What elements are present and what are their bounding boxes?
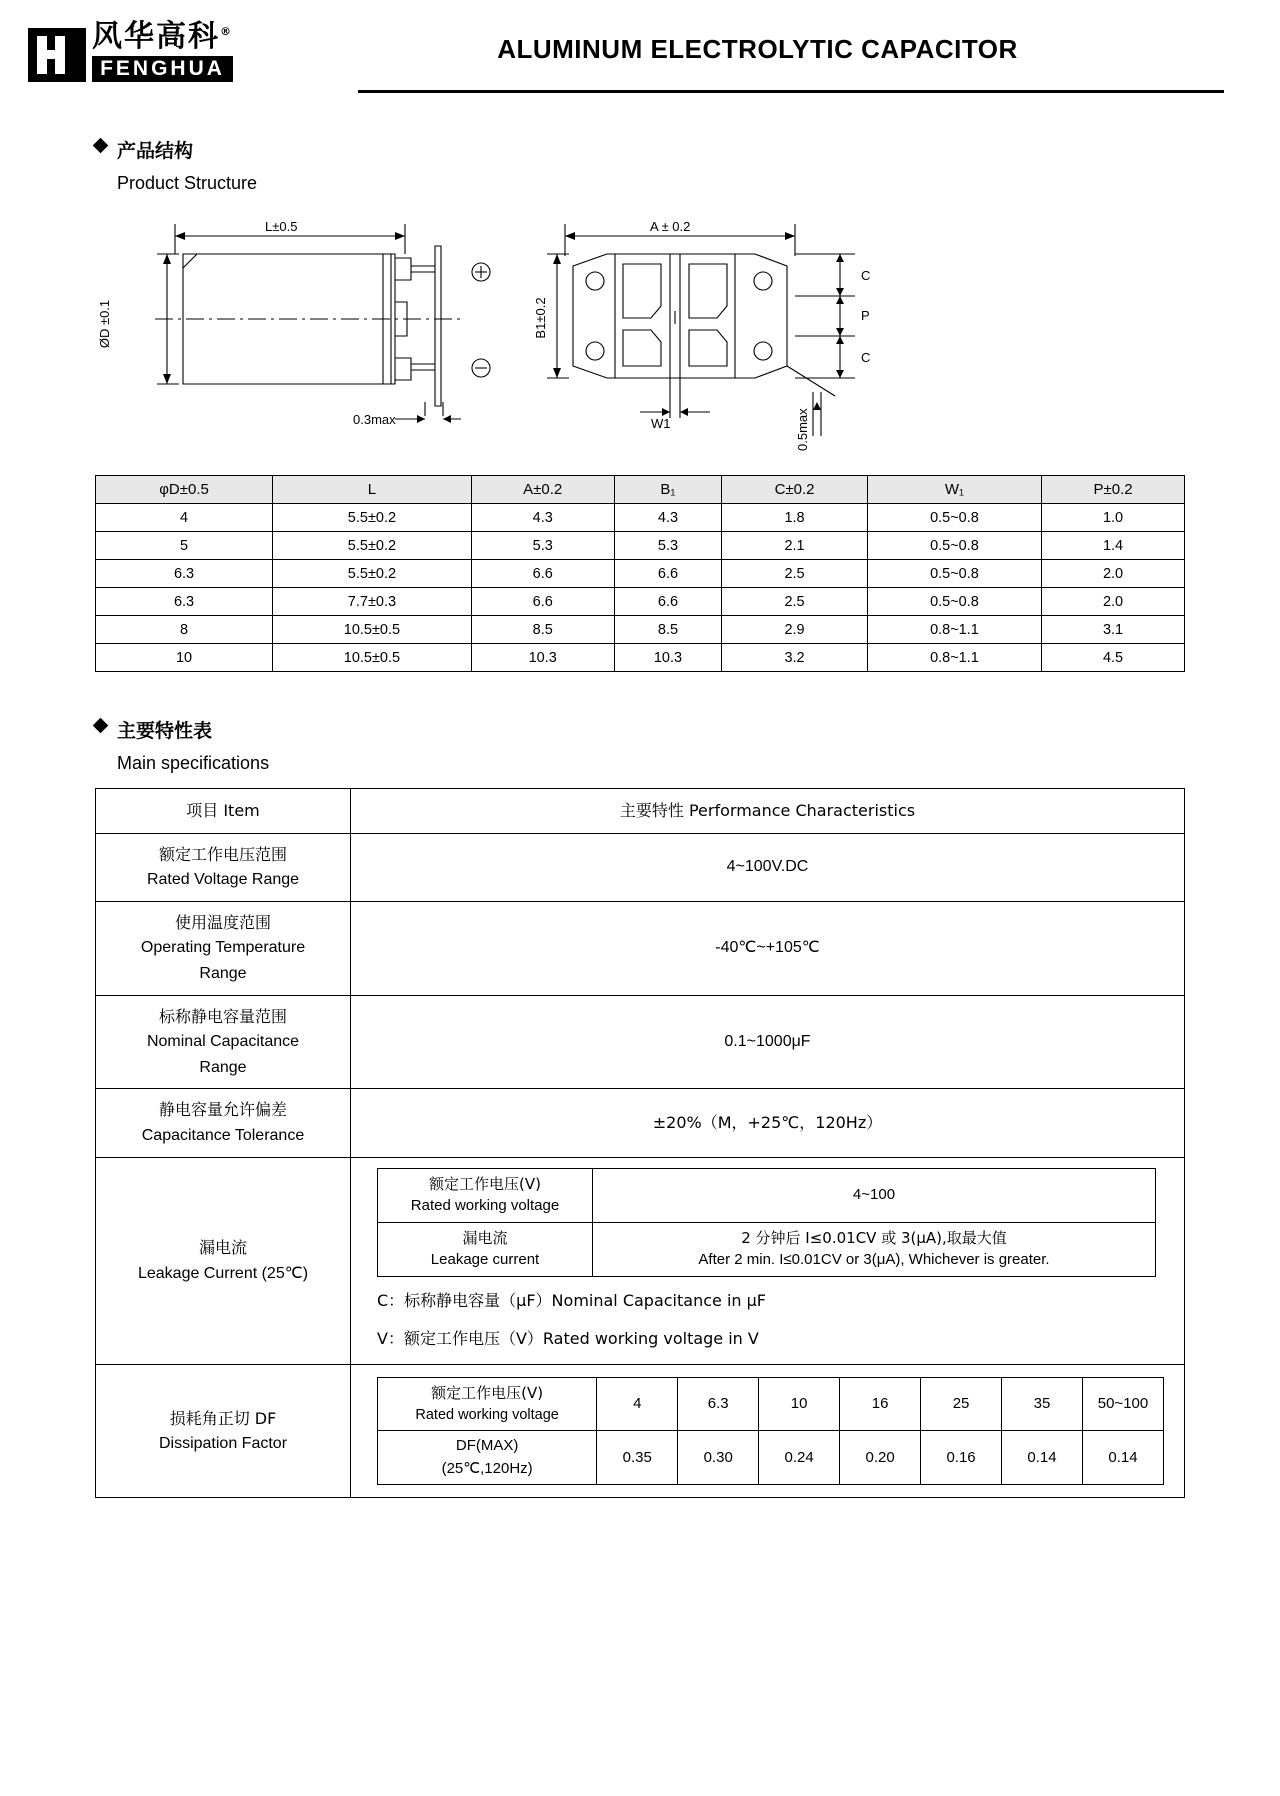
table-row — [96, 560, 1185, 588]
registered-mark-icon: ® — [220, 25, 233, 38]
spec-row-rated-voltage — [96, 833, 1185, 901]
label-en2: Range — [199, 1058, 247, 1076]
cell-B1: 4.3 — [614, 504, 722, 532]
company-logo — [28, 19, 233, 82]
col-header-P: P±0.2 — [1042, 476, 1185, 504]
spec-item-nominal-capacitance — [96, 995, 351, 1089]
page-title: ALUMINUM ELECTROLYTIC CAPACITOR — [497, 33, 1018, 64]
label-cn: 额定工作电压范围 — [158, 844, 287, 864]
spec-header-item: 项目 Item — [96, 789, 351, 834]
dim-label-C2: C — [861, 350, 871, 365]
page-header — [0, 0, 1280, 92]
spec-item-leakage-current — [96, 1157, 351, 1365]
section-title-cn: 主要特性表 — [117, 720, 213, 742]
spec-value-capacitance-tolerance: ±20%（M，+25℃，120Hz） — [351, 1089, 1185, 1157]
cell-B1: 10.3 — [614, 644, 722, 672]
label-en: Rated working voltage — [415, 1406, 559, 1423]
cell-W1: 0.5~0.8 — [867, 588, 1041, 616]
table-row — [96, 616, 1185, 644]
leakage-voltage-label — [378, 1168, 593, 1222]
df-value-3: 0.20 — [840, 1431, 921, 1485]
spec-value-operating-temperature: -40℃~+105℃ — [351, 901, 1185, 995]
cell-B1: 6.6 — [614, 588, 722, 616]
spec-row-capacitance-tolerance — [96, 1089, 1185, 1157]
label-cn: 损耗角正切 DF — [169, 1408, 277, 1428]
leakage-voltage-row — [378, 1168, 1156, 1222]
table-row — [96, 644, 1185, 672]
table-row — [96, 588, 1185, 616]
spec-value-leakage-current — [351, 1157, 1185, 1365]
cell-P: 2.0 — [1042, 588, 1185, 616]
cell-phiD: 4 — [96, 504, 273, 532]
spec-item-dissipation-factor — [96, 1365, 351, 1498]
dim-label-W1: W1 — [651, 416, 671, 431]
label-cn: 使用温度范围 — [174, 912, 271, 932]
fenghua-logo-icon — [28, 28, 86, 82]
df-value-row — [378, 1431, 1164, 1485]
label-cn: 额定工作电压(V) — [431, 1384, 544, 1403]
cell-W1: 0.8~1.1 — [867, 616, 1041, 644]
label-max: DF(MAX) — [455, 1437, 519, 1455]
label-cn: 漏电流 — [198, 1238, 247, 1258]
df-voltage-row — [378, 1378, 1164, 1431]
cell-L: 7.7±0.3 — [273, 588, 472, 616]
cell-P: 1.0 — [1042, 504, 1185, 532]
dim-label-03max: 0.3max — [353, 412, 396, 427]
label-en: Rated working voltage — [410, 1197, 560, 1215]
table-row — [96, 504, 1185, 532]
spec-item-operating-temperature — [96, 901, 351, 995]
spec-row-leakage-current — [96, 1157, 1185, 1365]
logo-english-name: FENGHUA — [92, 56, 233, 82]
df-value-2: 0.24 — [759, 1431, 840, 1485]
bullet-diamond-icon — [93, 718, 109, 734]
spec-value-rated-voltage: 4~100V.DC — [351, 833, 1185, 901]
cell-C: 2.5 — [722, 560, 868, 588]
table-header-row — [96, 476, 1185, 504]
section-title-en: Main specifications — [117, 753, 270, 773]
label-en: Nominal Capacitance — [146, 1033, 300, 1051]
product-structure-drawing — [95, 206, 1185, 461]
cell-P: 1.4 — [1042, 532, 1185, 560]
label-en: Dissipation Factor — [158, 1435, 288, 1453]
df-value-4: 0.16 — [921, 1431, 1002, 1485]
dimension-table — [95, 475, 1185, 672]
col-header-C: C±0.2 — [722, 476, 868, 504]
section-main-specifications — [95, 716, 1185, 774]
spec-header-performance: 主要特性 Performance Characteristics — [351, 789, 1185, 834]
cell-L: 10.5±0.5 — [273, 644, 472, 672]
label-en: Operating Temperature — [140, 939, 306, 957]
leakage-note-c: C：标称静电容量（μF）Nominal Capacitance in μF — [377, 1290, 767, 1310]
df-voltage-3: 16 — [840, 1378, 921, 1431]
df-voltage-2: 10 — [759, 1378, 840, 1431]
spec-row-dissipation-factor — [96, 1365, 1185, 1498]
leakage-current-label — [378, 1222, 593, 1276]
cell-phiD: 8 — [96, 616, 273, 644]
cell-W1: 0.5~0.8 — [867, 532, 1041, 560]
section-product-structure — [95, 136, 1185, 194]
dim-label-A: A ± 0.2 — [650, 219, 691, 234]
leakage-note-v: V：额定工作电压（V）Rated working voltage in V — [377, 1329, 759, 1349]
dim-label-05max: 0.5max — [795, 408, 810, 451]
label-cn: 标称静电容量范围 — [158, 1006, 287, 1026]
col-header-phiD: φD±0.5 — [96, 476, 273, 504]
label-cond: (25℃,120Hz) — [441, 1459, 533, 1477]
cell-phiD: 6.3 — [96, 588, 273, 616]
cell-C: 2.9 — [722, 616, 868, 644]
dissipation-inner-table — [377, 1377, 1164, 1485]
label-en: Rated Voltage Range — [146, 871, 300, 889]
value-en: After 2 min. I≤0.01CV or 3(μA), Whichever is greater. — [698, 1251, 1050, 1269]
section-title-en: Product Structure — [117, 173, 258, 193]
label-en: Leakage current — [430, 1251, 540, 1269]
cell-B1: 5.3 — [614, 532, 722, 560]
cell-A: 8.5 — [471, 616, 614, 644]
leakage-current-row — [378, 1222, 1156, 1276]
spec-value-dissipation-factor — [351, 1365, 1185, 1498]
col-header-W1: W₁ — [867, 476, 1041, 504]
cell-phiD: 5 — [96, 532, 273, 560]
label-cn: 漏电流 — [462, 1228, 508, 1247]
df-max-label — [378, 1431, 597, 1485]
cell-C: 1.8 — [722, 504, 868, 532]
col-header-A: A±0.2 — [471, 476, 614, 504]
cell-P: 3.1 — [1042, 616, 1185, 644]
cell-L: 5.5±0.2 — [273, 560, 472, 588]
bullet-diamond-icon — [93, 138, 109, 154]
col-header-B1: B₁ — [614, 476, 722, 504]
section-title-cn: 产品结构 — [117, 140, 194, 162]
dim-label-P: P — [861, 308, 870, 323]
value-cn: 2 分钟后 I≤0.01CV 或 3(μA),取最大值 — [741, 1228, 1007, 1247]
df-voltage-5: 35 — [1002, 1378, 1083, 1431]
label-en: Capacitance Tolerance — [141, 1126, 305, 1144]
spec-row-operating-temperature — [96, 901, 1185, 995]
label-en: Leakage Current (25℃) — [137, 1264, 309, 1282]
header-divider — [358, 90, 1224, 93]
spec-item-rated-voltage — [96, 833, 351, 901]
label-cn: 静电容量允许偏差 — [158, 1100, 287, 1120]
df-value-1: 0.30 — [678, 1431, 759, 1485]
cell-W1: 0.8~1.1 — [867, 644, 1041, 672]
spec-header-row — [96, 789, 1185, 834]
col-header-L: L — [273, 476, 472, 504]
cell-C: 2.1 — [722, 532, 868, 560]
df-voltage-label — [378, 1378, 597, 1431]
cell-P: 4.5 — [1042, 644, 1185, 672]
cell-W1: 0.5~0.8 — [867, 504, 1041, 532]
cell-A: 6.6 — [471, 560, 614, 588]
cell-B1: 6.6 — [614, 560, 722, 588]
leakage-voltage-value: 4~100 — [593, 1168, 1156, 1222]
cell-L: 5.5±0.2 — [273, 532, 472, 560]
df-value-0: 0.35 — [597, 1431, 678, 1485]
spec-row-nominal-capacitance — [96, 995, 1185, 1089]
cell-P: 2.0 — [1042, 560, 1185, 588]
df-voltage-0: 4 — [597, 1378, 678, 1431]
dim-label-B1: B1±0.2 — [533, 297, 548, 339]
spec-item-capacitance-tolerance — [96, 1089, 351, 1157]
cell-A: 5.3 — [471, 532, 614, 560]
label-en2: Range — [199, 964, 247, 982]
dim-label-D: ØD ±0.1 — [97, 299, 112, 349]
label-cn: 额定工作电压(V) — [429, 1174, 541, 1193]
cell-L: 5.5±0.2 — [273, 504, 472, 532]
dim-label-C1: C — [861, 268, 871, 283]
cell-C: 3.2 — [722, 644, 868, 672]
df-voltage-4: 25 — [921, 1378, 1002, 1431]
df-voltage-1: 6.3 — [678, 1378, 759, 1431]
table-row — [96, 532, 1185, 560]
dim-label-L: L±0.5 — [265, 219, 298, 234]
cell-C: 2.5 — [722, 588, 868, 616]
cell-A: 6.6 — [471, 588, 614, 616]
cell-A: 10.3 — [471, 644, 614, 672]
cell-L: 10.5±0.5 — [273, 616, 472, 644]
cell-W1: 0.5~0.8 — [867, 560, 1041, 588]
cell-phiD: 10 — [96, 644, 273, 672]
spec-value-nominal-capacitance: 0.1~1000μF — [351, 995, 1185, 1089]
df-voltage-6: 50~100 — [1082, 1378, 1163, 1431]
df-value-6: 0.14 — [1082, 1431, 1163, 1485]
leakage-inner-table — [377, 1168, 1156, 1277]
df-value-5: 0.14 — [1002, 1431, 1083, 1485]
cell-A: 4.3 — [471, 504, 614, 532]
cell-B1: 8.5 — [614, 616, 722, 644]
cell-phiD: 6.3 — [96, 560, 273, 588]
specifications-table — [95, 788, 1185, 1498]
logo-chinese-name: 风华高科 — [92, 19, 220, 54]
leakage-current-value — [593, 1222, 1156, 1276]
